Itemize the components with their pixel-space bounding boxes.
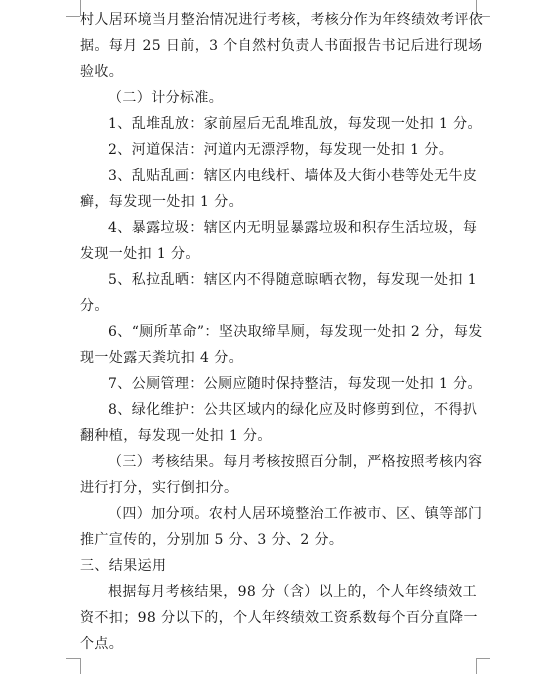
list-item-continuation: 翻种植，每发现一处扣 1 分。 [80, 428, 272, 444]
paragraph-line: 资不扣；98 分以下的，个人年终绩效工资系数每个百分直降一 [80, 610, 478, 626]
paragraph-line: 据。每月 25 日前，3 个自然村负责人书面报告书记后进行现场 [80, 38, 483, 54]
paragraph-line: 个点。 [80, 636, 124, 652]
list-item: 8、绿化维护：公共区域内的绿化应及时修剪到位，不得扒 [108, 402, 478, 418]
paragraph-line: 村人居环境当月整治情况进行考核，考核分作为年终绩效考评依 [80, 12, 484, 28]
section-heading: 三、结果运用 [80, 558, 167, 574]
list-item: 1、乱堆乱放：家前屋后无乱堆乱放，每发现一处扣 1 分。 [108, 116, 482, 132]
paragraph-line: 验收。 [80, 64, 124, 80]
section-heading: （二）计分标准。 [108, 90, 224, 106]
list-item: 2、河道保洁：河道内无漂浮物，每发现一处扣 1 分。 [108, 142, 454, 158]
section-heading: （三）考核结果。每月考核按照百分制，严格按照考核内容 [108, 454, 483, 470]
section-heading: （四）加分项。农村人居环境整治工作被市、区、镇等部门 [108, 506, 483, 522]
list-item: 4、暴露垃圾：辖区内无明显暴露垃圾和积存生活垃圾，每 [108, 220, 478, 236]
list-item: 7、公厕管理：公厕应随时保持整洁，每发现一处扣 1 分。 [108, 376, 482, 392]
list-item: 5、私拉乱晒：辖区内不得随意晾晒衣物，每发现一处扣 1 [108, 272, 478, 288]
list-item: 3、乱贴乱画：辖区内电线杆、墙体及大街小巷等处无牛皮 [108, 168, 478, 184]
list-item-continuation: 分。 [80, 298, 109, 314]
paragraph-line: 根据每月考核结果，98 分（含）以上的，个人年终绩效工 [108, 584, 478, 600]
list-item-continuation: 癣，每发现一处扣 1 分。 [80, 194, 244, 210]
list-item: 6、“厕所革命”：坚决取缔旱厕，每发现一处扣 2 分，每发 [108, 324, 483, 340]
list-item-continuation: 发现一处扣 1 分。 [80, 246, 200, 262]
paragraph-line: 进行打分，实行倒扣分。 [80, 480, 239, 496]
paragraph-line: 推广宣传的，分别加 5 分、3 分、2 分。 [80, 532, 344, 548]
list-item-continuation: 现一处露天粪坑扣 4 分。 [80, 350, 244, 366]
